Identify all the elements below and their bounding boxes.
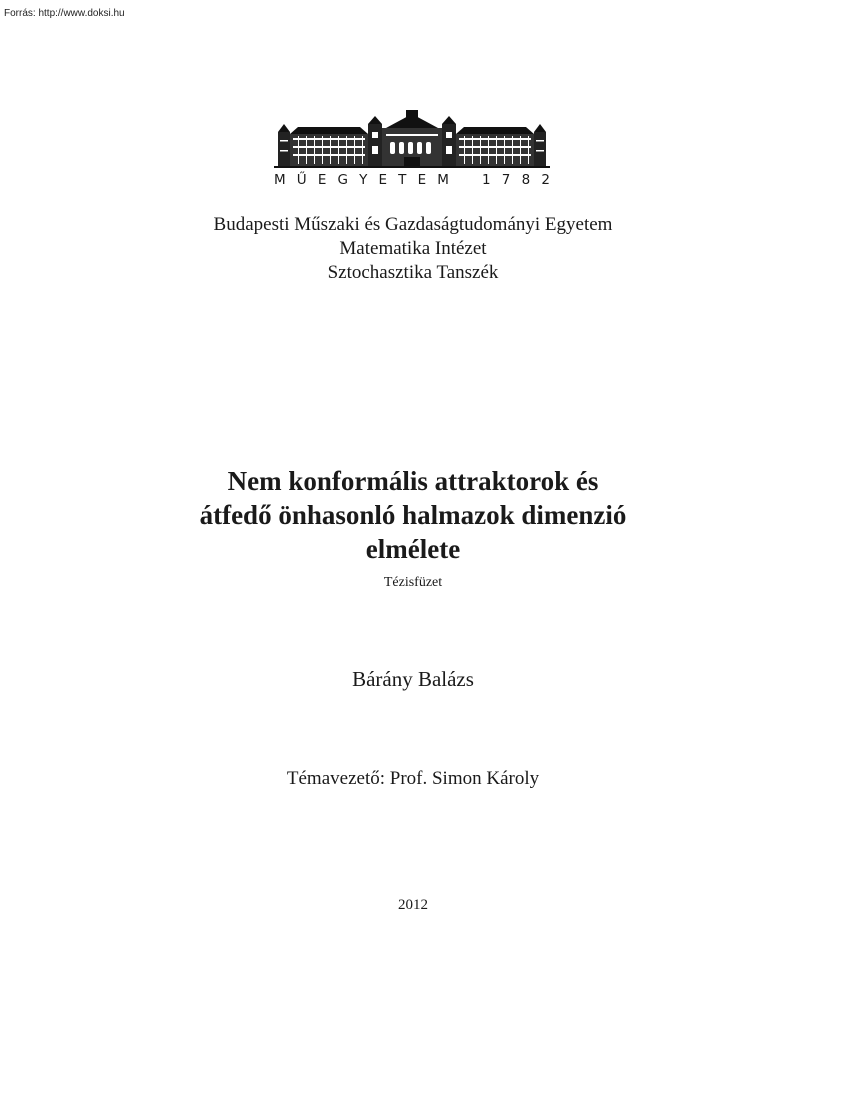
thesis-title-line-2: átfedő önhasonló halmazok dimenzió xyxy=(199,500,627,530)
logo-caption-letter: E xyxy=(378,172,388,188)
document-type: Tézisfüzet xyxy=(383,575,443,590)
logo-caption-year xyxy=(482,172,550,188)
logo-caption xyxy=(274,172,550,188)
logo-caption-letter: E xyxy=(317,172,327,188)
logo-caption-letter: T xyxy=(398,172,407,188)
institute-name: Matematika Intézet xyxy=(339,238,487,259)
logo-caption-letter: E xyxy=(417,172,427,188)
department-name: Sztochasztika Tanszék xyxy=(327,262,499,283)
building-icon xyxy=(274,110,550,170)
logo-caption-letter: Y xyxy=(359,172,368,188)
author-name: Bárány Balázs xyxy=(352,667,474,691)
logo-caption-letter: M xyxy=(437,172,449,188)
logo-caption-digit: 1 xyxy=(482,172,491,188)
logo-caption-letter: M xyxy=(274,172,286,188)
logo-caption-digit: 8 xyxy=(521,172,531,188)
publication-year: 2012 xyxy=(398,897,428,913)
thesis-title xyxy=(0,464,826,566)
logo-caption-letter: G xyxy=(337,172,348,188)
source-note: Forrás: http://www.doksi.hu xyxy=(4,8,125,19)
logo-caption-digit: 7 xyxy=(501,172,511,188)
thesis-title-line-3: elmélete xyxy=(365,534,461,564)
logo-caption-digit: 2 xyxy=(541,172,550,188)
institution-block xyxy=(0,213,826,285)
thesis-title-line-1: Nem konformális attraktorok és xyxy=(227,466,599,496)
advisor-line: Témavezető: Prof. Simon Károly xyxy=(286,768,540,789)
university-name: Budapesti Műszaki és Gazdaságtudományi Egyetem xyxy=(213,214,613,235)
university-logo xyxy=(274,110,550,192)
logo-caption-word xyxy=(274,172,449,188)
logo-caption-letter: Ű xyxy=(296,172,307,188)
